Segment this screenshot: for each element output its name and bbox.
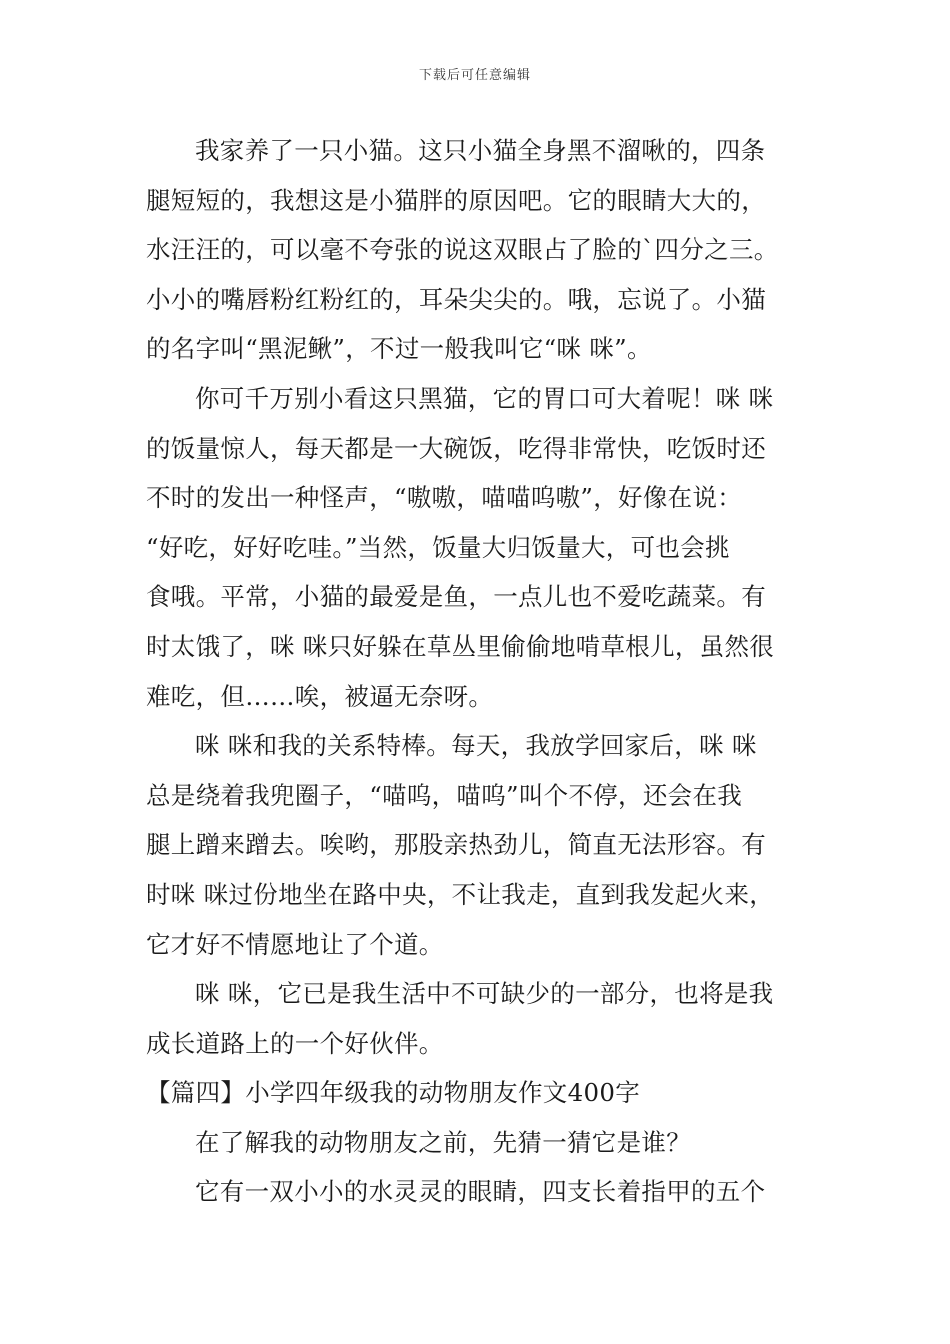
text-line: 时太饿了，咪 咪只好躲在草丛里偷偷地啃草根儿，虽然很 — [146, 631, 775, 661]
text-line: 咪 咪和我的关系特棒。每天，我放学回家后，咪 咪 — [195, 731, 757, 761]
text-line: 食哦。平常，小猫的最爱是鱼，一点儿也不爱吃蔬菜。有 — [146, 582, 766, 612]
text-line: 腿短短的，我想这是小猫胖的原因吧。它的眼睛大大的， — [146, 185, 766, 215]
text-line: 你可千万别小看这只黑猫，它的胃口可大着呢！咪 咪 — [195, 383, 774, 413]
text-line: 腿上蹭来蹭去。唉哟，那股亲热劲儿，简直无法形容。有 — [146, 830, 766, 860]
text-line: 咪 咪，它已是我生活中不可缺少的一部分，也将是我 — [195, 979, 774, 1009]
text-line: 成长道路上的一个好伙伴。 — [146, 1028, 444, 1058]
text-line: 它才好不情愿地让了个道。 — [146, 929, 444, 959]
section-heading: 【篇四】小学四年级我的动物朋友作文400字 — [146, 1078, 641, 1108]
text-line: 总是绕着我兜圈子，“喵呜，喵呜”叫个不停，还会在我 — [146, 780, 743, 810]
text-line: 在了解我的动物朋友之前，先猜一猜它是谁？ — [195, 1127, 691, 1157]
text-line: 的饭量惊人，每天都是一大碗饭，吃得非常快，吃饭时还 — [146, 433, 766, 463]
text-line: 难吃，但……唉，被逼无奈呀。 — [146, 681, 494, 711]
text-line: 不时的发出一种怪声，“嗷嗷，喵喵呜嗷”，好像在说： — [146, 483, 743, 513]
text-line: 水汪汪的，可以毫不夸张的说这双眼占了脸的`四分之三。 — [146, 235, 779, 265]
text-line: 它有一双小小的水灵灵的眼睛，四支长着指甲的五个 — [195, 1177, 766, 1207]
document-body — [146, 126, 808, 1217]
text-line: “好吃，好好吃哇。”当然，饭量大归饭量大，可也会挑 — [146, 532, 730, 562]
page-header: 下载后可任意编辑 — [418, 68, 531, 83]
text-line: 时咪 咪过份地坐在路中央，不让我走，直到我发起火来， — [146, 879, 775, 909]
text-line: 我家养了一只小猫。这只小猫全身黑不溜啾的，四条 — [195, 136, 766, 165]
text-line: 的名字叫“黑泥鳅”，不过一般我叫它“咪 咪”。 — [146, 334, 652, 364]
text-line: 小小的嘴唇粉红粉红的，耳朵尖尖的。哦，忘说了。小猫 — [146, 284, 766, 314]
